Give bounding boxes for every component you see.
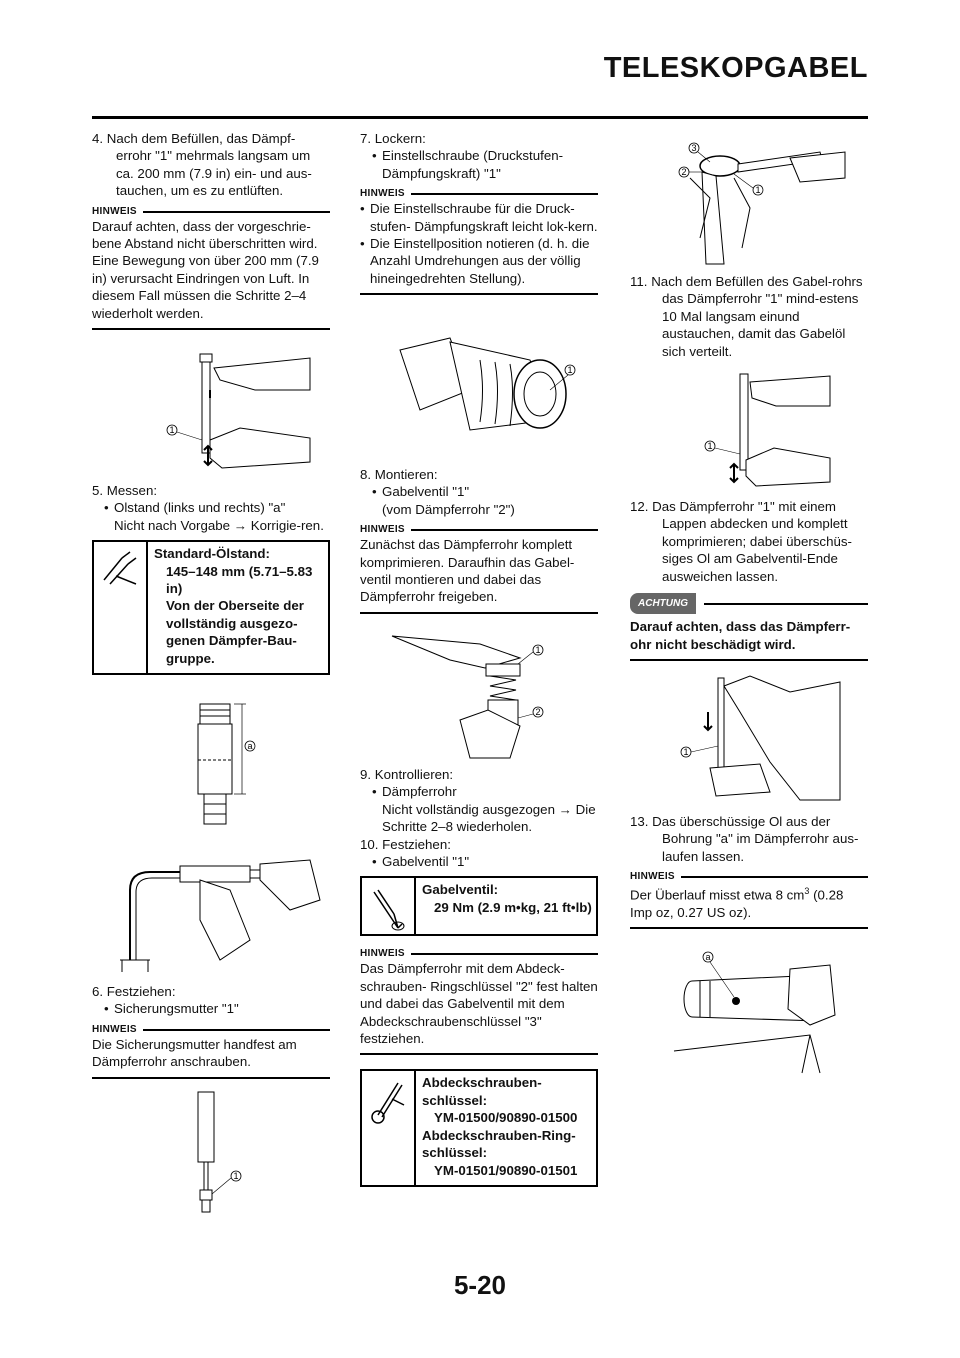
note-text: Zunächst das Dämpferrohr komplett komprimieren. Daraufhin das Gabel-ventil montieren und dabei das Dämpferrohr freigeben. [360, 536, 598, 614]
note-2 [92, 1024, 330, 1079]
step-9: 9. Kontrollieren: [360, 767, 454, 782]
note-text: Die Sicherungsmutter handfest am Dämpferrohr anschrauben. [92, 1036, 330, 1079]
note-3 [360, 188, 598, 295]
callout-a: a [247, 741, 253, 751]
figure-damper-pump [690, 370, 840, 490]
note-label: HINWEIS [360, 524, 405, 536]
step-5-bullet: • Olstand (links und rechts) "a" [104, 500, 286, 516]
torque-wrench-icon [362, 878, 416, 934]
note-label: HINWEIS [92, 205, 137, 217]
spec-note: Von der Oberseite der vollständig ausgezo-genen Dämpfer-Bau-gruppe. [166, 598, 304, 666]
column-1b [92, 482, 330, 675]
header-rule [92, 116, 868, 119]
spec-value: 29 Nm (2.9 m•kg, 21 ft•lb) [434, 899, 592, 915]
note-label: HINWEIS [630, 871, 675, 883]
figure-damper-adjuster [390, 330, 590, 445]
figure-damper-bleed [160, 350, 320, 475]
step-11: 11. Nach dem Befüllen des Gabel-rohrs das Dämpferrohr "1" mind-estens 10 Mal langsam einund austauchen, damit das Gabelöl sich verteilt. [630, 274, 863, 359]
step-9-bullet: • Dämpferrohr [372, 784, 457, 800]
spec-oil-level [92, 540, 330, 675]
note-label: HINWEIS [360, 188, 405, 200]
note-label: HINWEIS [360, 948, 405, 960]
note-text: Darauf achten, dass der vorgeschrie-bene Abstand nicht überschritten wird. Eine Bewegung von über 200 mm (7.9 in) verursacht Eindringen von Luft. In diesem Fall müssen die Schritte 2–4 wiederholt werden. [92, 218, 330, 330]
note-label: HINWEIS [92, 1023, 137, 1035]
callout-3: 3 [691, 143, 697, 153]
callout-1: 1 [755, 185, 761, 195]
step-6: 6. Festziehen: [92, 984, 176, 999]
callout-1: 1 [567, 365, 573, 375]
page-title: TELESKOPGABEL [603, 52, 868, 84]
column-1 [92, 130, 330, 330]
step-10-bullet: • Gabelventil "1" [372, 854, 470, 870]
caliper-icon [94, 542, 148, 673]
step-5-sub: Nicht nach Vorgabe → Korrigie-ren. [114, 517, 324, 533]
spec-label: Abdeckschrauben-schlüssel: [422, 1075, 542, 1108]
spec-value: 145–148 mm (5.71–5.83 in) [166, 563, 313, 597]
spec-value: YM-01500/90890-01500 [434, 1110, 578, 1126]
note-1 [92, 206, 330, 330]
figure-fork-valve-install [390, 630, 570, 760]
callout-2: 2 [535, 707, 541, 717]
callout-a: a [705, 952, 711, 962]
note-text: • Die Einstellschraube für die Druck-stufen- Dämpfungskraft leicht lok-kern. • Die Einstellposition notieren (d. h. die Anzahl Umdrehungen aus der völlig hineingedrehten Stellung). [360, 200, 598, 295]
step-12: 12. Das Dämpferrohr "1" mit einem Lappen abdecken und komplett komprimieren; dabei überschüs-siges Ol am Gabelventil-Ende ausweichen lassen. [630, 499, 852, 584]
spec-label: Abdeckschrauben-Ring-schlüssel: [422, 1127, 576, 1161]
step-7-bullet: • Einstellschraube (Druckstufen-Dämpfungskraft) "1" [372, 148, 564, 181]
step-8-sub: (vom Dämpferrohr "2") [382, 501, 515, 517]
spec-label: Standard-Ölstand: [154, 546, 270, 562]
figure-oil-level [190, 700, 270, 830]
note-5 [360, 948, 598, 1055]
callout-1: 1 [707, 441, 713, 451]
column-2b [360, 466, 598, 614]
callout-1: 1 [169, 425, 175, 435]
step-10: 10. Festziehen: [360, 836, 451, 852]
figure-oil-gauge [110, 850, 330, 975]
figure-damper-compress-rag [670, 672, 850, 802]
spec-label: Gabelventil: [422, 882, 499, 898]
callout-1: 1 [535, 645, 541, 655]
caution-label: ACHTUNG [630, 593, 696, 614]
step-8-bullet: • Gabelventil "1" [372, 484, 470, 500]
wrench-tool-icon [362, 1071, 416, 1184]
callout-2: 2 [681, 167, 687, 177]
column-1c [92, 983, 330, 1079]
note-text: Der Überlauf misst etwa 8 $cm^3$ (0.28 Imp oz, 0.27 US oz). [630, 883, 868, 929]
column-2c [360, 766, 598, 1187]
caution-text: Darauf achten, dass das Dämpferr-ohr nicht beschädigt wird. [630, 618, 868, 661]
step-5: 5. Messen: [92, 483, 158, 498]
step-6-bullet: • Sicherungsmutter "1" [104, 1001, 239, 1017]
note-6 [630, 871, 868, 929]
step-8: 8. Montieren: [360, 467, 438, 482]
note-4 [360, 524, 598, 614]
note-text: Das Dämpferrohr mit dem Abdeck-schrauben- Ringschlüssel "2" fest halten und dabei das Gabelventil mit dem Abdeckschraubenschlüssel "3" festziehen. [360, 960, 598, 1055]
column-3 [630, 273, 868, 360]
spec-special-tools [360, 1069, 598, 1186]
figure-locknut [180, 1090, 260, 1220]
figure-cap-bolt-tighten [650, 138, 850, 266]
column-3c [630, 813, 868, 929]
page-number: 5-20 [453, 1270, 507, 1300]
step-7: 7. Lockern: [360, 131, 426, 146]
column-3b [630, 498, 868, 661]
step-13: 13. Das überschüssige Ol aus der Bohrung "a" im Dämpferrohr aus-laufen lassen. [630, 814, 859, 864]
caution [630, 593, 868, 661]
column-2 [360, 130, 598, 295]
figure-overflow-hole [670, 945, 870, 1075]
spec-fork-valve-torque [360, 876, 598, 936]
callout-1: 1 [683, 747, 689, 757]
step-9-sub: Nicht vollständig ausgezogen → Die Schritte 2–8 wiederholen. [382, 801, 596, 835]
spec-value: YM-01501/90890-01501 [434, 1162, 578, 1178]
callout-1: 1 [233, 1171, 239, 1181]
step-4: 4. Nach dem Befüllen, das Dämpf-errohr "1" mehrmals langsam um ca. 200 mm (7.9 in) ein- und aus-tauchen, um es zu entlüften. [92, 131, 312, 199]
